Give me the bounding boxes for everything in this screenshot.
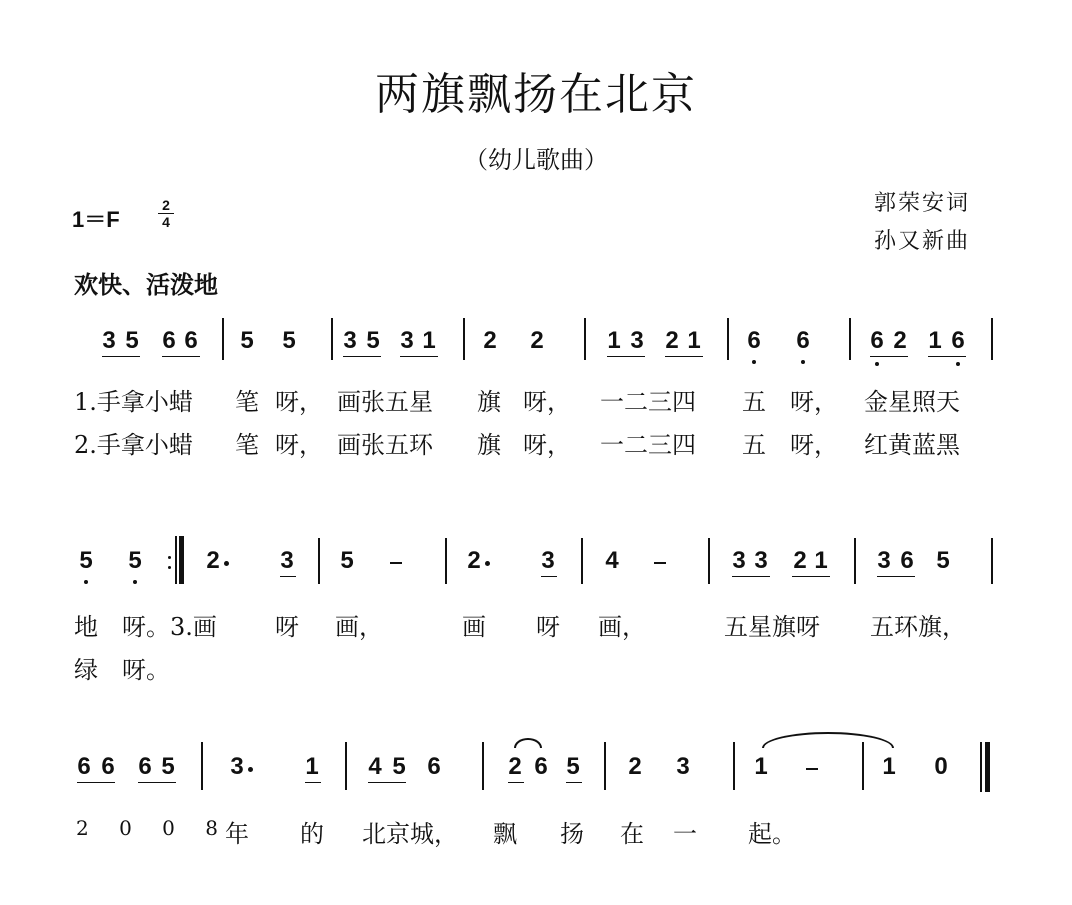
staff-line-1 <box>0 326 1072 386</box>
note: 5 <box>128 547 142 574</box>
note: 3 <box>343 327 357 354</box>
staff-line-3 <box>0 752 1072 812</box>
barline <box>318 538 320 584</box>
note: 1 <box>607 327 621 354</box>
low-octave-dot <box>801 360 805 364</box>
repeat-barline-thin <box>175 536 177 584</box>
note: 1 <box>422 327 436 354</box>
note: 4 <box>605 547 619 574</box>
note: 5 <box>936 547 950 574</box>
time-signature-top: 2 <box>162 197 170 213</box>
slur-mark <box>514 738 542 748</box>
barline <box>445 538 447 584</box>
augmentation-dot <box>485 561 490 566</box>
note: 1 <box>754 753 768 780</box>
note: 3 <box>230 753 244 780</box>
time-signature-bottom: 4 <box>162 214 170 230</box>
barline <box>708 538 710 584</box>
low-octave-dot <box>752 360 756 364</box>
time-signature <box>158 198 174 229</box>
note: 6 <box>870 327 884 354</box>
note: 6 <box>427 753 441 780</box>
tempo-marking: 欢快、活泼地 <box>74 272 218 299</box>
note: 2 <box>483 327 497 354</box>
note: 6 <box>162 327 176 354</box>
augmentation-dot <box>224 561 229 566</box>
composer-credit: 孙又新曲 <box>874 229 971 254</box>
barline <box>345 742 347 790</box>
note: 2 <box>893 327 907 354</box>
staff-line-2 <box>0 546 1072 606</box>
note: 3 <box>280 547 294 574</box>
note: 5 <box>340 547 354 574</box>
lyricist-credit: 郭荣安词 <box>874 191 971 216</box>
low-octave-dot <box>875 362 879 366</box>
note: 3 <box>732 547 746 574</box>
low-octave-dot <box>133 580 137 584</box>
note: 2 <box>467 547 481 574</box>
song-subtitle: （幼儿歌曲） <box>464 146 608 174</box>
note: 4 <box>368 753 382 780</box>
note: 6 <box>184 327 198 354</box>
barline <box>727 318 729 360</box>
barline <box>733 742 735 790</box>
note: 2 <box>628 753 642 780</box>
note: 2 <box>793 547 807 574</box>
note: 3 <box>754 547 768 574</box>
barline <box>584 318 586 360</box>
note: 5 <box>79 547 93 574</box>
note: 2 <box>530 327 544 354</box>
sustain-dash <box>390 562 402 564</box>
augmentation-dot <box>248 767 253 772</box>
repeat-barline-thick <box>179 536 184 584</box>
barline <box>991 538 993 584</box>
note: 6 <box>900 547 914 574</box>
note: 2 <box>508 753 522 780</box>
note: 6 <box>747 327 761 354</box>
barline <box>604 742 606 790</box>
note: 5 <box>240 327 254 354</box>
note: 6 <box>138 753 152 780</box>
note: 6 <box>77 753 91 780</box>
sustain-dash <box>654 562 666 564</box>
note: 6 <box>796 327 810 354</box>
note: 5 <box>366 327 380 354</box>
note: 5 <box>392 753 406 780</box>
note: 6 <box>534 753 548 780</box>
note: 2 <box>665 327 679 354</box>
key-signature: 1＝F <box>72 207 120 232</box>
barline <box>482 742 484 790</box>
barline <box>331 318 333 360</box>
repeat-dot <box>168 566 171 569</box>
barline <box>581 538 583 584</box>
barline <box>854 538 856 584</box>
note: 5 <box>125 327 139 354</box>
barline <box>991 318 993 360</box>
note: 3 <box>877 547 891 574</box>
low-octave-dot <box>956 362 960 366</box>
note: 3 <box>676 753 690 780</box>
barline <box>463 318 465 360</box>
note: 3 <box>541 547 555 574</box>
note: 1 <box>687 327 701 354</box>
tie-mark <box>762 732 894 748</box>
low-octave-dot <box>84 580 88 584</box>
note: 1 <box>305 753 319 780</box>
barline <box>201 742 203 790</box>
note: 1 <box>814 547 828 574</box>
sustain-dash <box>806 768 818 770</box>
note: 1 <box>882 753 896 780</box>
note: 1 <box>928 327 942 354</box>
barline <box>222 318 224 360</box>
note: 3 <box>400 327 414 354</box>
note: 3 <box>102 327 116 354</box>
song-title: 两旗飘扬在北京 <box>375 69 697 120</box>
final-barline-thick <box>985 742 990 792</box>
repeat-dot <box>168 556 171 559</box>
note: 6 <box>101 753 115 780</box>
barline <box>849 318 851 360</box>
final-barline-thin <box>980 742 982 792</box>
note: 5 <box>161 753 175 780</box>
note: 5 <box>566 753 580 780</box>
note: 3 <box>630 327 644 354</box>
note: 0 <box>934 753 948 780</box>
barline <box>862 742 864 790</box>
note: 2 <box>206 547 220 574</box>
note: 5 <box>282 327 296 354</box>
note: 6 <box>951 327 965 354</box>
